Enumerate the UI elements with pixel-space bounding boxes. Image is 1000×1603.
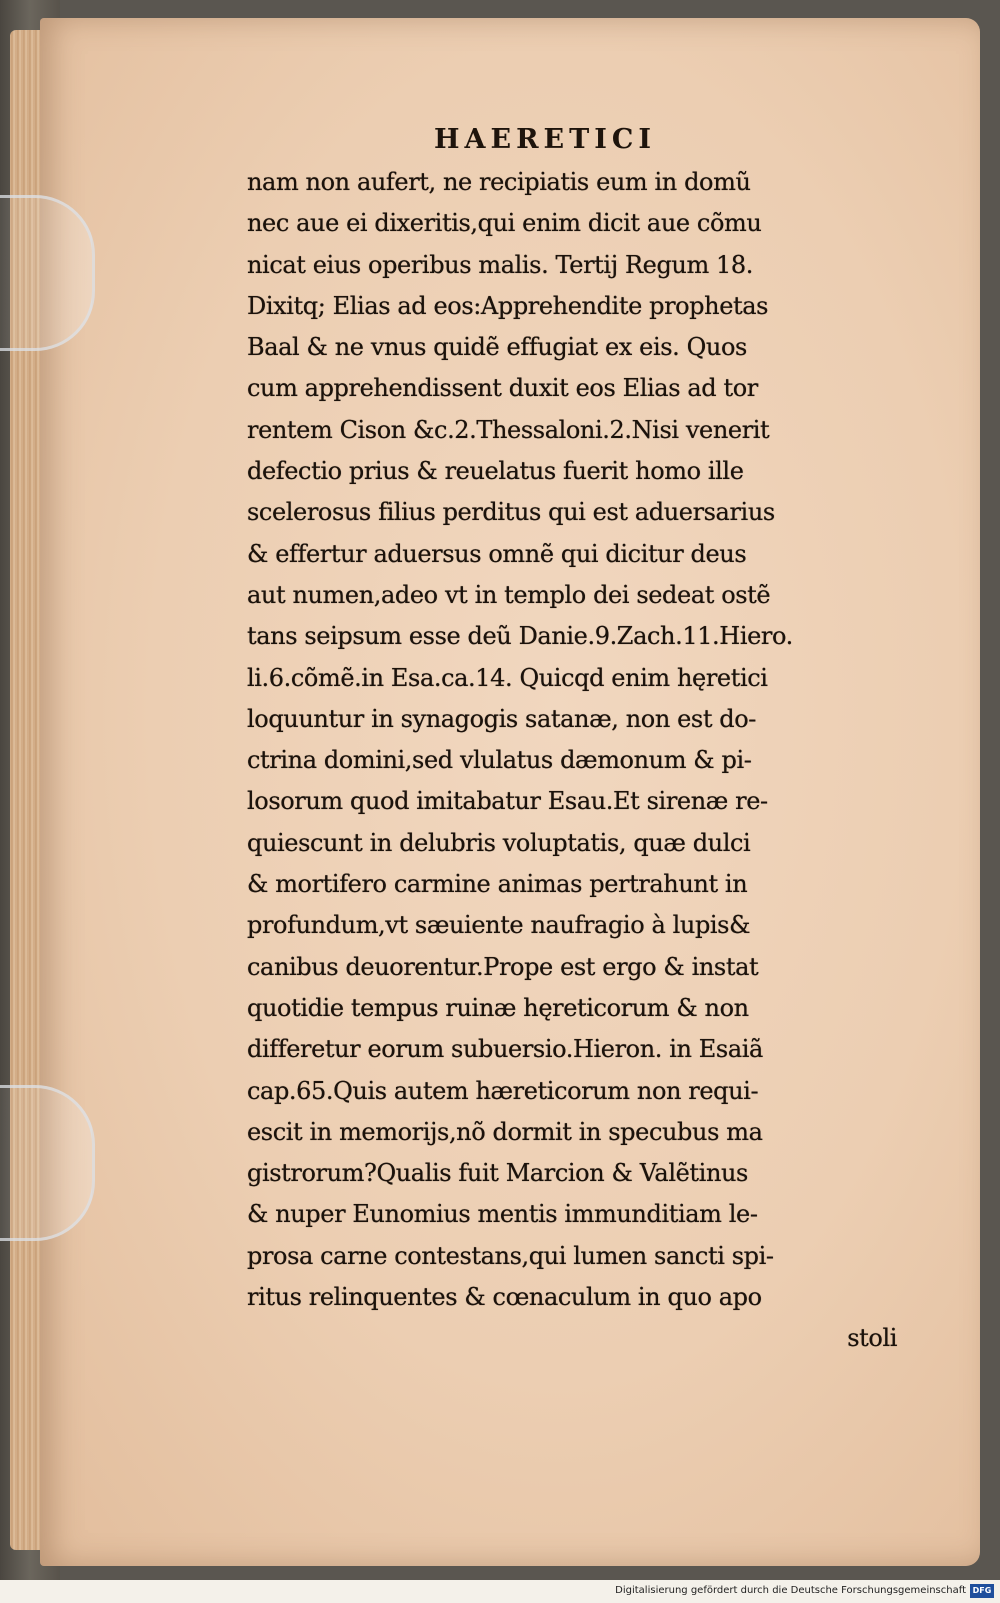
text-line: defectio prius & reuelatus fuerit homo ille (247, 457, 744, 486)
text-line: nec aue ei dixeritis,qui enim dicit aue cõmu (247, 209, 762, 238)
page-holder-clip-top (0, 195, 95, 351)
catchword: stoli (847, 1324, 897, 1353)
text-line: canibus deuorentur.Prope est ergo & instat (247, 952, 759, 981)
text-line: aut numen,adeo vt in templo dei sedeat ostẽ (247, 580, 771, 609)
text-line: differetur eorum subuersio.Hieron. in Esaiã (247, 1035, 763, 1064)
text-line: prosa carne contestans,qui lumen sancti spi- (247, 1241, 774, 1270)
text-line: ritus relinquentes & cœnaculum in quo apo (247, 1283, 762, 1312)
text-line: & nuper Eunomius mentis immunditiam le- (247, 1200, 758, 1229)
text-line: losorum quod imitabatur Esau.Et sirenæ re- (247, 787, 768, 816)
text-line: li.6.cõmẽ.in Esa.ca.14. Quicqd enim hęretici (247, 663, 768, 692)
text-line: cap.65.Quis autem hæreticorum non requi- (247, 1076, 759, 1105)
text-line: Baal & ne vnus quidẽ effugiat ex eis. Quos (247, 333, 747, 362)
text-line: escit in memorijs,nõ dormit in specubus ma (247, 1117, 763, 1146)
digitization-footer (0, 1580, 1000, 1603)
funding-credit: Digitalisierung gefördert durch die Deutsche Forschungsgemeinschaft (615, 1585, 966, 1596)
text-line: quiescunt in delubris voluptatis, quæ dulci (247, 828, 751, 857)
page-holder-clip-bottom (0, 1085, 95, 1241)
text-line: nicat eius operibus malis. Tertij Regum 18. (247, 250, 754, 279)
text-line: profundum,vt sæuiente naufragio à lupis& (247, 911, 751, 940)
text-line: & mortifero carmine animas pertrahunt in (247, 870, 748, 899)
text-line: cum apprehendissent duxit eos Elias ad tor (247, 374, 758, 403)
text-line: loquuntur in synagogis satanæ, non est do- (247, 704, 757, 733)
running-head: HAERETICI (434, 124, 656, 155)
text-line: Dixitq; Elias ad eos:Apprehendite prophetas (247, 291, 769, 320)
text-line: scelerosus filius perditus qui est aduersarius (247, 498, 775, 527)
dfg-logo-icon: DFG (970, 1584, 994, 1598)
text-line: quotidie tempus ruinæ hęreticorum & non (247, 993, 749, 1022)
text-line: & effertur aduersus omnẽ qui dicitur deus (247, 539, 747, 568)
text-line: nam non aufert, ne recipiatis eum in domũ (247, 168, 751, 196)
text-line: gistrorum?Qualis fuit Marcion & Valẽtinus (247, 1159, 748, 1188)
text-line: rentem Cison &c.2.Thessaloni.2.Nisi venerit (247, 415, 770, 444)
text-line: tans seipsum esse deũ Danie.9.Zach.11.Hiero. (247, 622, 793, 651)
text-line: ctrina domini,sed vlulatus dæmonum & pi- (247, 746, 752, 775)
body-text (247, 162, 907, 1360)
